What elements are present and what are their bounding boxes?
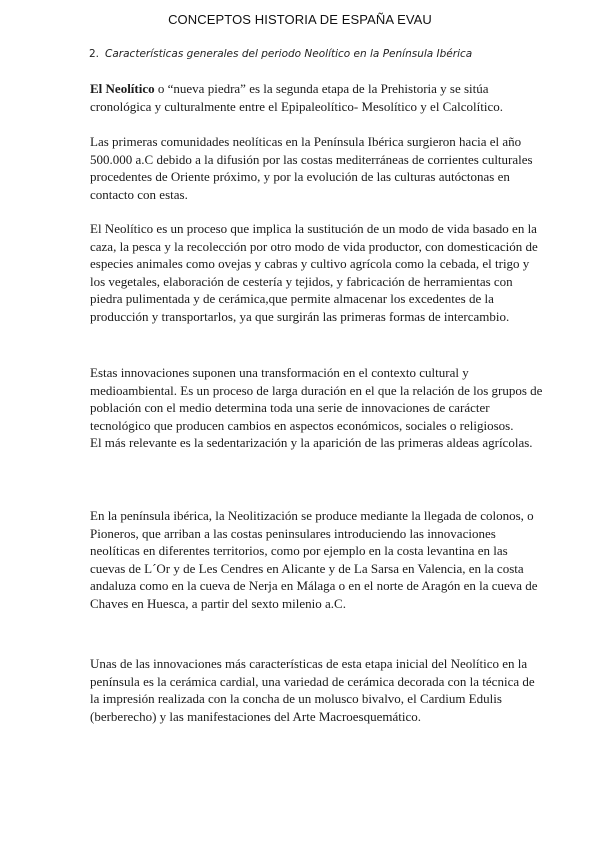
paragraph-1-bold-term: El Neolítico	[90, 81, 155, 96]
paragraph-1	[90, 80, 545, 115]
paragraph-4-text: Estas innovaciones suponen una transformación en el contexto cultural y medioambiental. Es un proceso de larga duración en el que la relación de los grupos de población con el medio determina toda una serie de innovaciones de carácter tecnológico que producen cambios en aspectos económicos, sociales o religiosos.	[90, 365, 543, 433]
paragraph-5: En la península ibérica, la Neolitización se produce mediante la llegada de colonos, o Pioneros, que arriban a las costas peninsulares introduciendo las innovaciones neolíticas en diferentes territorios, como por ejemplo en la costa levantina en las cuevas de L´Or y de Les Cendres en Alicante y de La Sarsa en Valencia, en la costa andaluza como en la cueva de Nerja en Málaga o en el norte de Aragón en la cueva de Chaves en Huesca, a partir del sexto milenio a.C.	[90, 508, 538, 611]
paragraph-1-text: o “nueva piedra” es la segunda etapa de la Prehistoria y se sitúa cronológica y culturalmente entre el Epipaleolítico- Mesolítico y el Calcolítico.	[90, 81, 503, 114]
section-heading-text: Características generales del periodo Neolítico en la Península Ibérica	[105, 48, 473, 60]
section-number: 2.	[89, 48, 100, 60]
document-title: CONCEPTOS HISTORIA DE ESPAÑA EVAU	[168, 12, 432, 27]
paragraph-6: Unas de las innovaciones más características de esta etapa inicial del Neolítico en la península es la cerámica cardial, una variedad de cerámica decorada con la técnica de la impresión realizada con la concha de un molusco bivalvo, el Cardium Edulis (berberecho) y las manifestaciones del Arte Macroesquemático.	[90, 656, 535, 724]
paragraph-2: Las primeras comunidades neolíticas en la Península Ibérica surgieron hacia el año 500.000 a.C debido a la difusión por las costas mediterráneas de corrientes culturales procedentes de Oriente próximo, y por la evolución de las culturas autóctonas en contacto con estas.	[90, 134, 533, 202]
paragraph-4	[90, 364, 545, 452]
section-heading	[89, 48, 472, 60]
paragraph-4-text-2: El más relevante es la sedentarización y la aparición de las primeras aldeas agrícolas.	[90, 435, 533, 451]
paragraph-3: El Neolítico es un proceso que implica la sustitución de un modo de vida basado en la caza, la pesca y la recolección por otro modo de vida productor, con domesticación de especies animales como ovejas y cabras y cultivo agrícola como la cebada, el trigo y los vegetales, elaboración de cestería y tejidos, y fabricación de herramientas con piedra pulimentada y de cerámica,que permite almacenar los excedentes de la producción y transportarlos, ya que surgirán las primeras formas de intercambio.	[90, 221, 538, 324]
